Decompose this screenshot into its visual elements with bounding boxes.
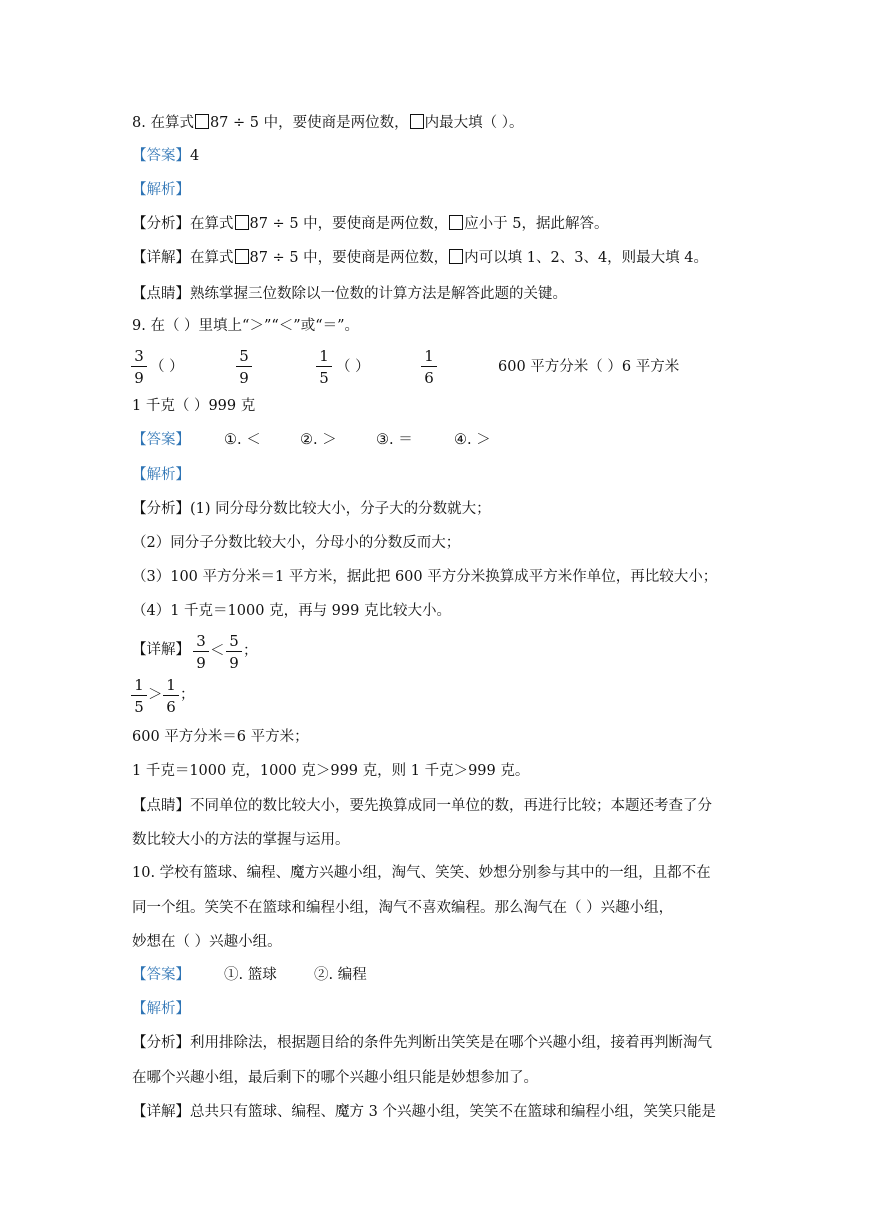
q9-fenxi-1 — [132, 499, 491, 519]
q8-analysis-heading — [132, 180, 190, 200]
answer-tag: 【答案】 — [132, 432, 190, 448]
fraction-3-9 — [131, 347, 147, 387]
q9-fenxi-2: （2）同分子分数比较大小，分母小的分数反而大； — [132, 535, 461, 551]
numerator: 1 — [131, 676, 147, 696]
q9-detail-heading — [132, 640, 190, 660]
q10-fenxi-1 — [132, 1033, 712, 1053]
dianjing-tag: 【点睛】 — [132, 286, 190, 302]
numerator: 5 — [226, 632, 242, 652]
q8-detail-post: 内可以填 1、2、3、4，则最大填 4。 — [464, 250, 709, 266]
blank-box-icon — [449, 249, 463, 264]
q9-answer-4: ④. ＞ — [454, 432, 491, 448]
analysis-tag: 【解析】 — [132, 1001, 190, 1017]
dianjing-tag: 【点睛】 — [132, 798, 190, 814]
q9-detail-2-relation: ＞ — [148, 687, 163, 703]
q8-stem-mid: 87 ÷ 5 中，要使商是两位数， — [209, 115, 409, 131]
q9-blank-1: （ ） — [150, 359, 184, 375]
q8-detail-mid: 87 ÷ 5 中，要使商是两位数， — [249, 250, 449, 266]
q8-detail — [132, 248, 708, 268]
q8-stem — [132, 113, 523, 133]
analysis-tag: 【解析】 — [132, 467, 190, 483]
q9-fenxi-1-text: (1) 同分母分数比较大小，分子大的分数就大； — [190, 501, 491, 517]
q9-answer-2: ②. ＞ — [300, 432, 337, 448]
xiangjie-tag: 【详解】 — [132, 642, 190, 658]
answer-tag: 【答案】 — [132, 148, 190, 164]
q10-answer — [132, 965, 367, 985]
q10-fenxi-2: 在哪个兴趣小组，最后剩下的哪个兴趣小组只能是妙想参加了。 — [132, 1070, 538, 1086]
q8-fenxi-post: 应小于 5，据此解答。 — [464, 216, 609, 232]
blank-box-icon — [235, 215, 249, 230]
numerator: 5 — [236, 347, 252, 367]
denominator: 9 — [134, 369, 144, 387]
q10-answer-2: ②. 编程 — [314, 967, 367, 983]
q9-key-2: 数比较大小的方法的掌握与运用。 — [132, 832, 350, 848]
q10-stem-2: 同一个组。笑笑不在篮球和编程小组，淘气不喜欢编程。那么淘气在（ ）兴趣小组， — [132, 900, 674, 916]
fraction-1-6 — [163, 676, 179, 716]
q10-stem-1: 10. 学校有篮球、编程、魔方兴趣小组，淘气、笑笑、妙想分别参与其中的一组，且都不在 — [132, 865, 711, 881]
xiangjie-tag: 【详解】 — [132, 1104, 190, 1120]
analysis-tag: 【解析】 — [132, 182, 190, 198]
q10-stem-3: 妙想在（ ）兴趣小组。 — [132, 934, 282, 950]
q9-detail-3: 600 平方分米＝6 平方米； — [132, 729, 309, 745]
answer-tag: 【答案】 — [132, 967, 190, 983]
numerator: 3 — [193, 632, 209, 652]
numerator: 1 — [163, 676, 179, 696]
q10-answer-1: ①. 篮球 — [224, 967, 277, 983]
numerator: 1 — [421, 347, 437, 367]
blank-box-icon — [195, 114, 209, 129]
q9-blank-2: （ ） — [336, 359, 370, 375]
q9-item3: 600 平方分米（ ）6 平方米 — [498, 359, 680, 375]
denominator: 9 — [229, 654, 239, 672]
q8-fenxi-mid: 87 ÷ 5 中，要使商是两位数， — [249, 216, 449, 232]
fenxi-tag: 【分析】 — [132, 501, 190, 517]
denominator: 6 — [424, 369, 434, 387]
q8-answer-value: 4 — [190, 148, 200, 164]
fenxi-tag: 【分析】 — [132, 216, 190, 232]
q9-detail-1-end: ； — [243, 643, 258, 659]
q9-detail-4: 1 千克＝1000 克，1000 克＞999 克，则 1 千克＞999 克。 — [132, 763, 530, 779]
fraction-1-5 — [131, 676, 147, 716]
blank-box-icon — [410, 114, 424, 129]
q8-fenxi-pre: 在算式 — [190, 216, 234, 232]
q9-stem: 9. 在（ ）里填上“＞”“＜”或“＝”。 — [132, 318, 360, 334]
numerator: 1 — [316, 347, 332, 367]
denominator: 5 — [319, 369, 329, 387]
q9-analysis-heading — [132, 465, 190, 485]
denominator: 5 — [134, 698, 144, 716]
fraction-5-9 — [236, 347, 252, 387]
q9-item4: 1 千克（ ）999 克 — [132, 398, 256, 414]
q10-detail-1-text: 总共只有篮球、编程、魔方 3 个兴趣小组，笑笑不在篮球和编程小组，笑笑只能是 — [190, 1104, 716, 1120]
fraction-5-9 — [226, 632, 242, 672]
fraction-1-5 — [316, 347, 332, 387]
q10-analysis-heading — [132, 999, 190, 1019]
q8-answer — [132, 146, 199, 166]
q9-fenxi-3: （3）100 平方分米＝1 平方米，据此把 600 平方分米换算成平方米作单位，再比较大小； — [132, 569, 718, 585]
q9-detail-1-relation: ＜ — [210, 643, 225, 659]
q8-stem-pre: 8. 在算式 — [132, 115, 194, 131]
q8-key — [132, 284, 567, 304]
denominator: 9 — [239, 369, 249, 387]
xiangjie-tag: 【详解】 — [132, 250, 190, 266]
blank-box-icon — [235, 249, 249, 264]
numerator: 3 — [131, 347, 147, 367]
q8-detail-pre: 在算式 — [190, 250, 234, 266]
q9-key-1 — [132, 796, 712, 816]
fraction-1-6 — [421, 347, 437, 387]
q8-key-text: 熟练掌握三位数除以一位数的计算方法是解答此题的关键。 — [190, 286, 567, 302]
q8-stem-post: 内最大填（ ）。 — [424, 115, 524, 131]
q8-fenxi — [132, 214, 609, 234]
q9-answer — [132, 430, 491, 450]
fraction-3-9 — [193, 632, 209, 672]
q9-detail-2-end: ； — [180, 687, 195, 703]
q9-key-1-text: 不同单位的数比较大小，要先换算成同一单位的数，再进行比较；本题还考查了分 — [190, 798, 712, 814]
blank-box-icon — [449, 215, 463, 230]
denominator: 9 — [196, 654, 206, 672]
q10-fenxi-1-text: 利用排除法，根据题目给的条件先判断出笑笑是在哪个兴趣小组，接着再判断淘气 — [190, 1035, 712, 1051]
q9-fenxi-4: （4）1 千克＝1000 克，再与 999 克比较大小。 — [132, 603, 451, 619]
q9-answer-3: ③. ＝ — [376, 432, 413, 448]
denominator: 6 — [166, 698, 176, 716]
q9-answer-1: ①. ＜ — [224, 432, 261, 448]
fenxi-tag: 【分析】 — [132, 1035, 190, 1051]
q10-detail-1 — [132, 1102, 716, 1122]
